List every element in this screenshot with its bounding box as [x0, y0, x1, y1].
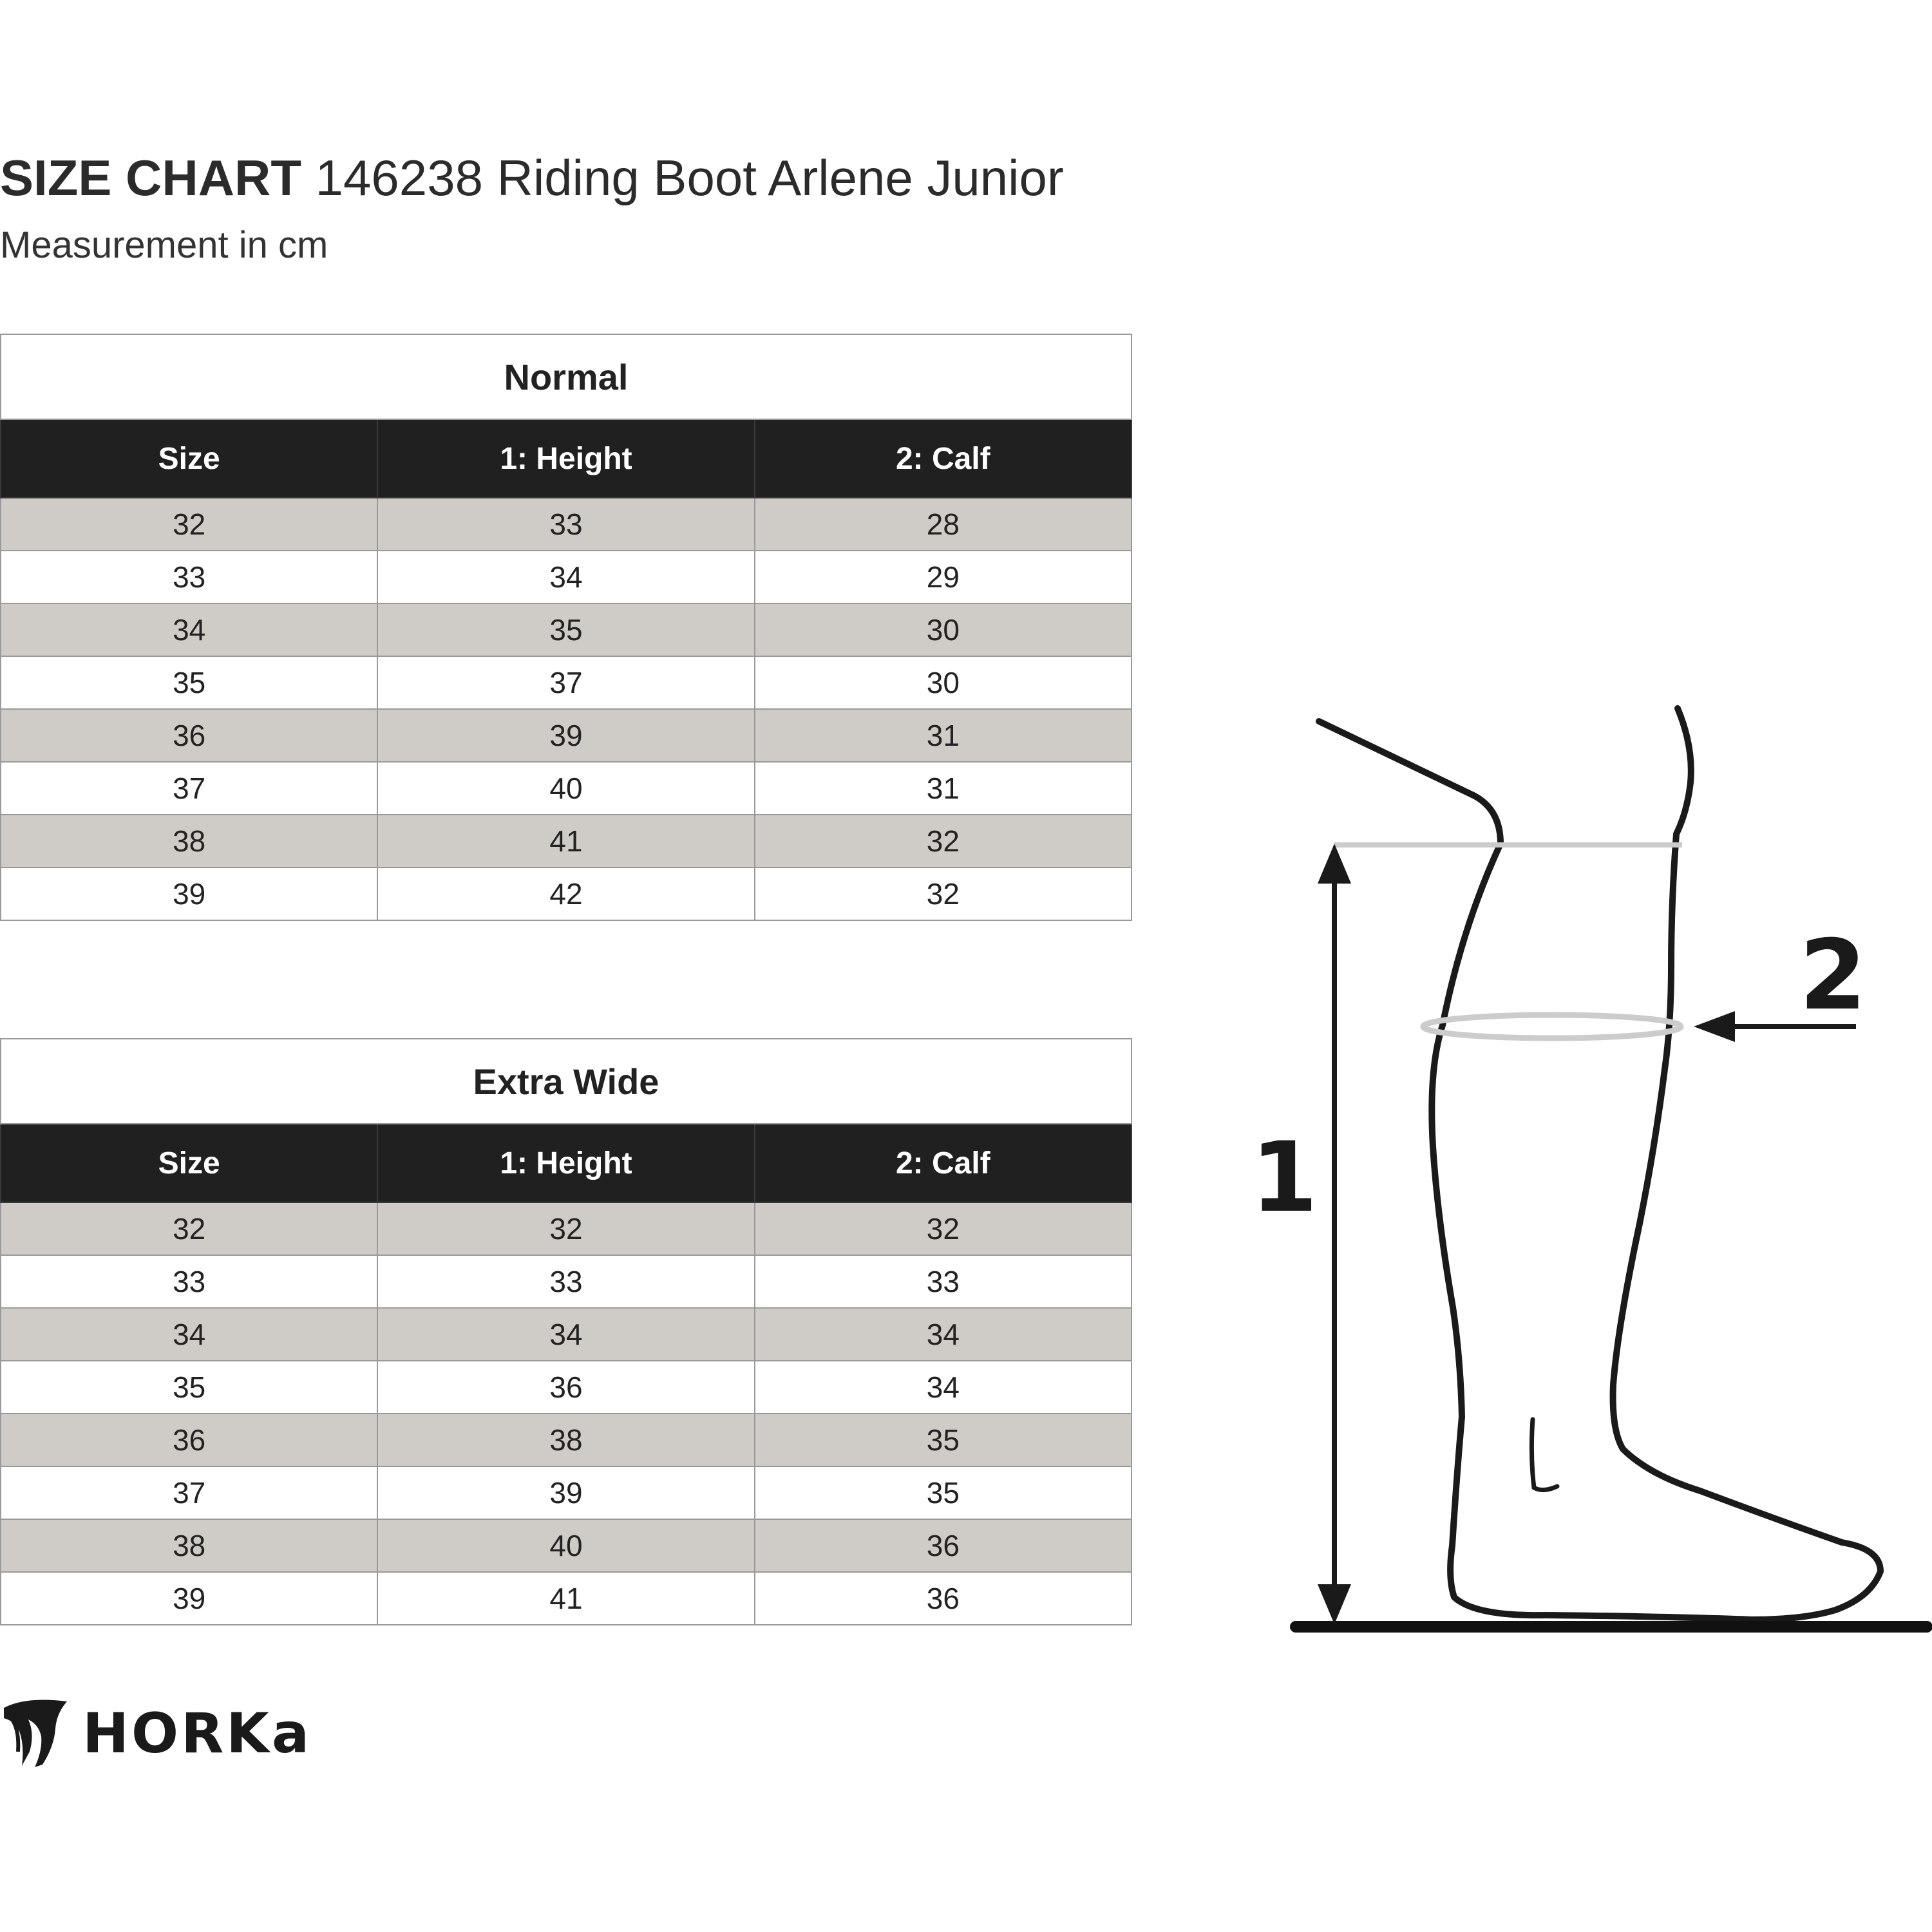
- table-cell: 40: [377, 1519, 754, 1572]
- table-cell: 36: [755, 1572, 1132, 1625]
- column-header: 2: Calf: [755, 1124, 1132, 1202]
- table-cell: 38: [377, 1414, 754, 1466]
- table-cell: 41: [377, 815, 754, 867]
- table-cell: 33: [377, 498, 754, 551]
- table-cell: 32: [377, 1202, 754, 1255]
- page-subtitle: Measurement in cm: [0, 224, 328, 266]
- table-cell: 39: [377, 709, 754, 762]
- ankle-mark: [1531, 1419, 1557, 1490]
- table-cell: 40: [377, 762, 754, 815]
- leg-back-outline: [1319, 721, 1546, 1615]
- table-cell: 35: [755, 1414, 1132, 1466]
- table-cell: 35: [1, 656, 377, 709]
- table-cell: 42: [377, 867, 754, 920]
- title-strong: SIZE CHART: [0, 149, 301, 206]
- table-cell: 41: [377, 1572, 754, 1625]
- table-cell: 34: [755, 1361, 1132, 1414]
- table-cell: 34: [1, 1308, 377, 1361]
- table-cell: 36: [755, 1519, 1132, 1572]
- column-header: 2: Calf: [755, 419, 1132, 498]
- brand-name: HORKa: [82, 1701, 312, 1766]
- table-cell: 34: [377, 551, 754, 603]
- table-cell: 33: [377, 1255, 754, 1308]
- table-cell: 39: [377, 1466, 754, 1519]
- brand-logo: [0, 1695, 312, 1772]
- column-header: Size: [1, 419, 377, 498]
- column-header: 1: Height: [377, 419, 754, 498]
- table-cell: 28: [755, 498, 1132, 551]
- table-cell: 37: [1, 762, 377, 815]
- table-caption: Normal: [1, 334, 1132, 419]
- table-cell: 38: [1, 1519, 377, 1572]
- table-cell: 32: [1, 1202, 377, 1255]
- column-header: 1: Height: [377, 1124, 754, 1202]
- table-cell: 35: [1, 1361, 377, 1414]
- table-cell: 29: [755, 551, 1132, 603]
- table-cell: 32: [755, 815, 1132, 867]
- table-cell: 36: [377, 1361, 754, 1414]
- table-cell: 31: [755, 709, 1132, 762]
- calf-measure-ring: [1423, 1015, 1681, 1038]
- table-cell: 30: [755, 603, 1132, 656]
- calf-label: 2: [1799, 920, 1867, 1032]
- table-cell: 35: [377, 603, 754, 656]
- height-label: 1: [1251, 1122, 1318, 1234]
- table-cell: 39: [1, 1572, 377, 1625]
- table-cell: 32: [755, 1202, 1132, 1255]
- table-cell: 37: [377, 656, 754, 709]
- table-cell: 33: [1, 1255, 377, 1308]
- table-cell: 30: [755, 656, 1132, 709]
- table-cell: 33: [1, 551, 377, 603]
- table-cell: 34: [755, 1308, 1132, 1361]
- table-cell: 33: [755, 1255, 1132, 1308]
- table-cell: 37: [1, 1466, 377, 1519]
- table-cell: 32: [1, 498, 377, 551]
- table-cell: 34: [1, 603, 377, 656]
- table-cell: 35: [755, 1466, 1132, 1519]
- table-cell: 38: [1, 815, 377, 867]
- horse-head-icon: [0, 1695, 71, 1772]
- title-product: 146238 Riding Boot Arlene Junior: [315, 149, 1064, 206]
- column-header: Size: [1, 1124, 377, 1202]
- height-arrow-top-icon: [1318, 844, 1351, 884]
- table-cell: 34: [377, 1308, 754, 1361]
- table-cell: 39: [1, 867, 377, 920]
- table-cell: 36: [1, 709, 377, 762]
- table-cell: 31: [755, 762, 1132, 815]
- table-caption: Extra Wide: [1, 1039, 1132, 1124]
- height-arrow-bottom-icon: [1318, 1584, 1351, 1624]
- calf-arrow-icon: [1694, 1011, 1735, 1042]
- table-cell: 32: [755, 867, 1132, 920]
- table-cell: 36: [1, 1414, 377, 1466]
